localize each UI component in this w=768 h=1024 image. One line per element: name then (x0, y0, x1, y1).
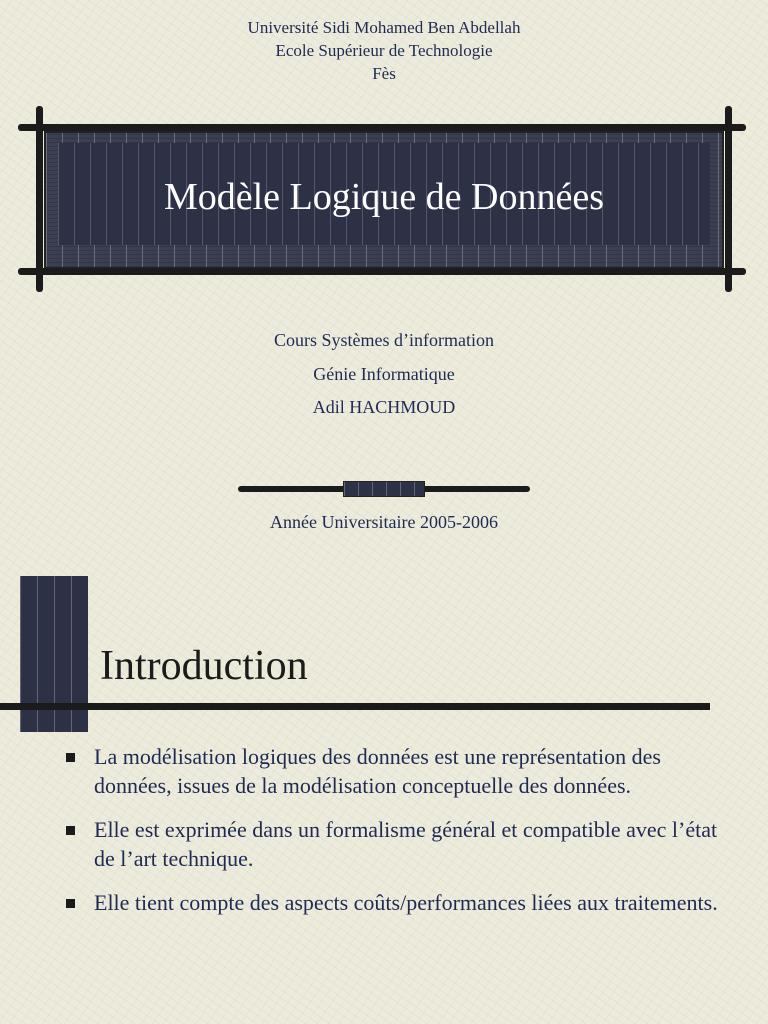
section-title: Introduction (100, 643, 308, 689)
page-title: Modèle Logique de Données (163, 176, 605, 218)
bullet-list (62, 742, 722, 932)
course-name: Cours Systèmes d’information (274, 330, 494, 350)
bullet-text: Elle tient compte des aspects coûts/performances liées aux traitements. (94, 890, 718, 915)
department-name: Génie Informatique (313, 364, 455, 384)
banner-frame-right (725, 106, 732, 292)
bullet-item (62, 742, 722, 800)
author-name: Adil HACHMOUD (312, 397, 456, 417)
bullet-square-icon (66, 826, 75, 835)
header (0, 16, 768, 85)
bullet-square-icon (66, 899, 75, 908)
city-name: Fès (372, 64, 396, 83)
banner-frame-bottom (18, 268, 746, 275)
university-name: Université Sidi Mohamed Ben Abdellah (247, 18, 521, 37)
bullet-square-icon (66, 753, 75, 762)
school-name: Ecole Supérieur de Technologie (275, 41, 493, 60)
bullet-text: La modélisation logiques des données est une représentation des données, issues de la modélisation conceptuelle des données. (94, 744, 661, 798)
divider-block (343, 481, 425, 497)
bullet-item (62, 815, 722, 873)
academic-year: Année Universitaire 2005-2006 (270, 512, 498, 532)
title-rule (0, 703, 710, 710)
banner-frame-top (18, 124, 746, 131)
banner-frame-left (36, 106, 43, 292)
bullet-text: Elle est exprimée dans un formalisme général et compatible avec l’état de l’art technique. (94, 817, 718, 871)
bullet-item (62, 888, 722, 917)
